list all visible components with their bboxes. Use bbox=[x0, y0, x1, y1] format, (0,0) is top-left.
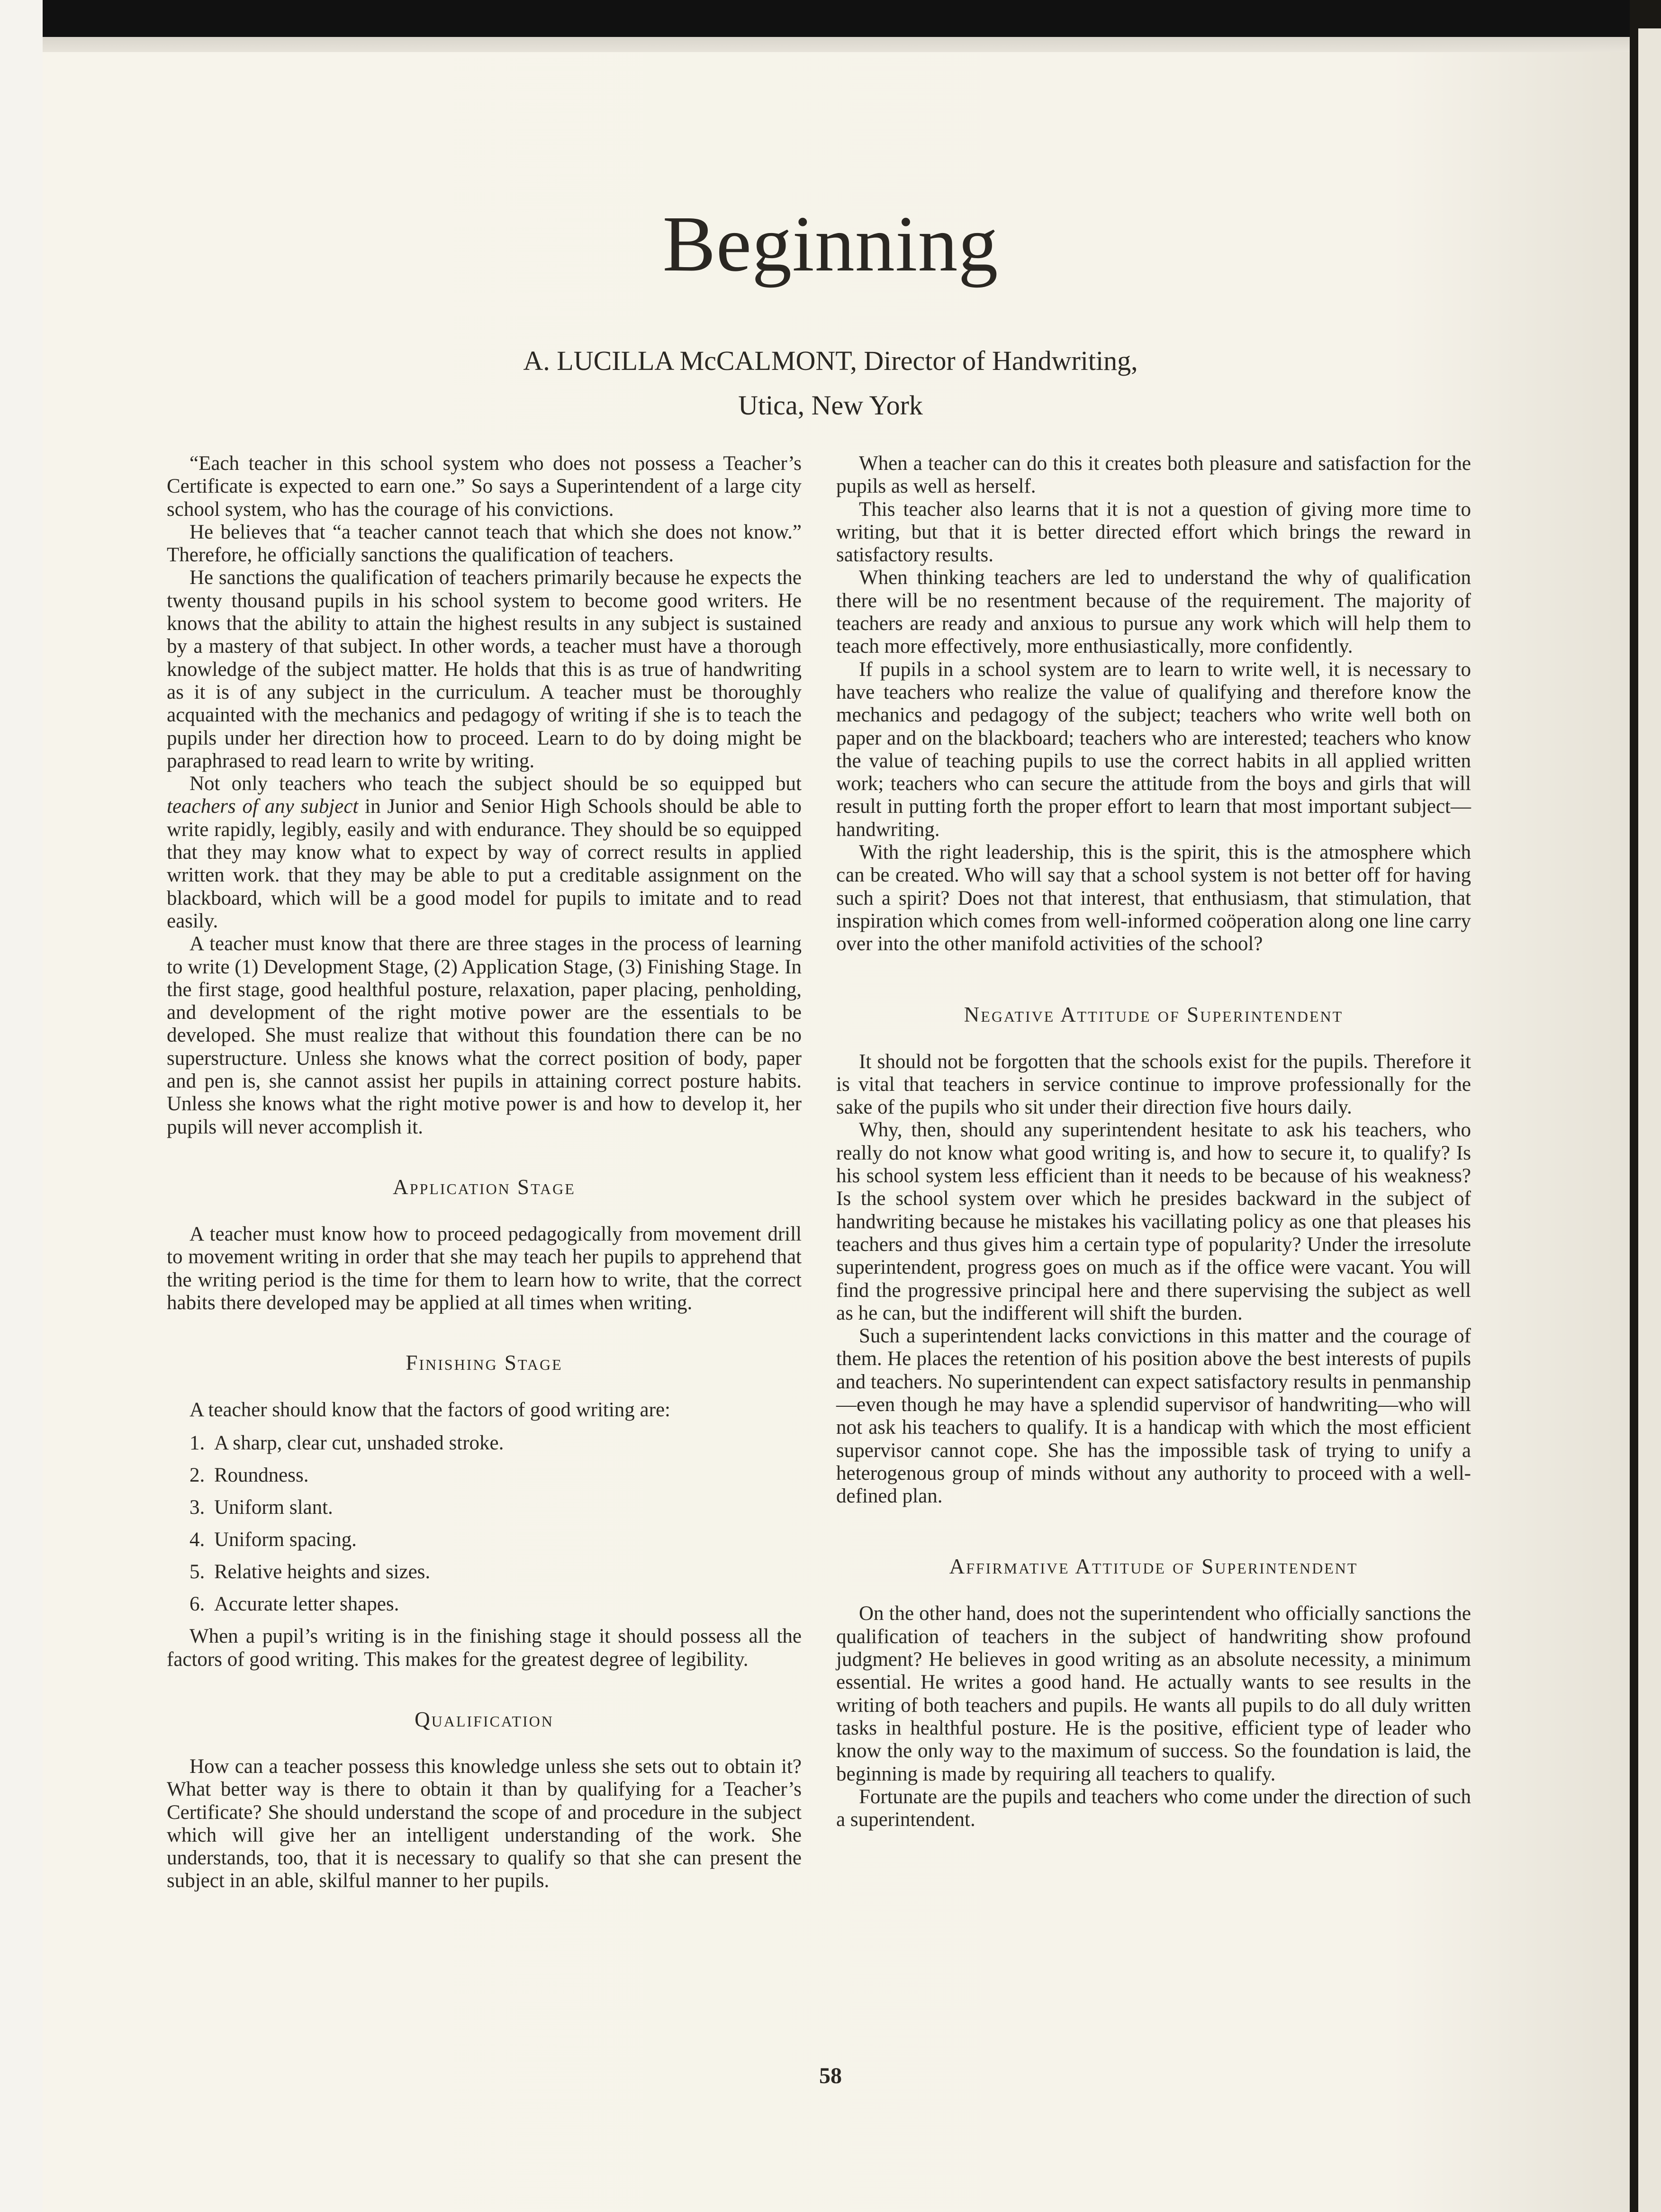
list-text: Roundness. bbox=[214, 1464, 309, 1487]
paragraph: If pupils in a school system are to learn to write well, it is necessary to have teachers who realize the value of qualifying and therefore know the mechanics and pedagogy of the subject; teachers who write well both on paper and on the blackboard; teachers who are interested; teachers who know the value of teaching pupils to use the correct habits in all applied written work; teachers who can secure the attitude from the boys and girls that will result in putting forth the proper effort to learn that most important subject—handwriting. bbox=[836, 658, 1471, 841]
right-column bbox=[836, 452, 1471, 1831]
list-item bbox=[190, 1464, 802, 1487]
list-text: A sharp, clear cut, unshaded stroke. bbox=[214, 1432, 504, 1455]
paragraph: Such a superintendent lacks convictions in this matter and the courage of them. He places the retention of his position above the best interests of pupils and teachers. No superintendent can expect satisfactory results in penmanship—even though he may have a splendid supervisor of handwriting—who will not ask his teachers to qualify. It is a handicap with which the most efficient supervisor cannot cope. She has the impossible task of trying to unify a heterogenous group of minds without any authority to proceed with a well-defined plan. bbox=[836, 1325, 1471, 1508]
paragraph: A teacher must know that there are three stages in the process of learning to write (1) Development Stage, (2) Application Stage, (3) Finishing Stage. In the first stage, good healthful posture, relaxation, paper placing, penholding, and development of the right motive power are the essentials to be developed. She must realize that without this foundation there can be no superstructure. Unless she knows what the correct position of body, paper and pen is, she cannot assist her pupils in attaining correct posture habits. Unless she knows what the right motive power is and how to develop it, her pupils will never accomplish it. bbox=[167, 933, 802, 1138]
paragraph: Why, then, should any superintendent hesitate to ask his teachers, who really do not know what good writing is, and how to secure it, to qualify? Is his school system less efficient than it needs to be because of his weakness? Is the school system over which he presides backward in the subject of handwriting because he mistakes his vacillating policy as one that pleases his teachers and thus gives him a certain type of popularity? Under the irresolute superintendent, progress goes on much as if the office were vacant. You will find the progressive principal here and there supervising the subject as well as he can, but the indifferent will shift the burden. bbox=[836, 1119, 1471, 1324]
paragraph-text: in Junior and Senior High Schools should be able to write rapidly, legibly, easily and with endurance. They should be so equipped that they may know what to expect by way of correct results in applied written work. that they may be able to put a creditable assignment on the blackboard, which will be a good model for pupils to imitate and to read easily. bbox=[167, 795, 802, 932]
paragraph: With the right leadership, this is the spirit, this is the atmosphere which can be created. Who will say that a school system is not better off for having such a spirit? Does not that interest, that enthusiasm, that stimulation, that inspiration which comes from well-informed coöperation along one line carry over into the other manifold activities of the school? bbox=[836, 841, 1471, 955]
paragraph: A teacher must know how to proceed pedagogically from movement drill to movement writing in order that she may teach her pupils to apprehend that the writing period is the time for them to learn how to write, that the correct habits there developed may be applied at all times when writing. bbox=[167, 1223, 802, 1314]
paragraph: “Each teacher in this school system who does not possess a Teacher’s Certificate is expected to earn one.” So says a Superintendent of a large city school system, who has the courage of his convictions. bbox=[167, 452, 802, 521]
list-item bbox=[190, 1529, 802, 1551]
list-text: Uniform slant. bbox=[214, 1496, 333, 1519]
paragraph: How can a teacher possess this knowledge unless she sets out to obtain it? What better way is there to obtain it than by qualifying for a Teacher’s Certificate? She should understand the scope of and procedure in the subject which will give her an intelligent understanding of the work. She understands, too, that it is necessary to qualify so that she can present the subject in an able, skilful manner to her pupils. bbox=[167, 1755, 802, 1892]
section-heading-negative-attitude: Negative Attitude of Superintendent bbox=[964, 1002, 1344, 1026]
emphasis-text: teachers of any subject bbox=[167, 795, 359, 818]
article-title: Beginning bbox=[662, 200, 999, 288]
list-item bbox=[190, 1496, 802, 1519]
list-item bbox=[190, 1432, 802, 1455]
paragraph: This teacher also learns that it is not a question of giving more time to writing, but that it is better directed effort which brings the reward in satisfactory results. bbox=[836, 498, 1471, 566]
paragraph: On the other hand, does not the superintendent who officially sanctions the qualification of teachers in the subject of handwriting show profound judgment? He believes in good writing as an absolute necessity, a minimum essential. He writes a good hand. He actually wants to see results in the writing of both teachers and pupils. He wants all pupils to do all duly written tasks in healthful posture. He is the positive, efficient type of leader who know the only way to the maximum of success. So the foundation is laid, the beginning is made by requiring all teachers to qualify. bbox=[836, 1602, 1471, 1785]
list-number: 5. bbox=[190, 1561, 205, 1583]
section-heading-finishing-stage: Finishing Stage bbox=[406, 1351, 563, 1375]
location-line: Utica, New York bbox=[738, 390, 923, 421]
list-text: Uniform spacing. bbox=[214, 1529, 357, 1551]
factors-list bbox=[167, 1432, 802, 1616]
article-byline bbox=[0, 339, 1661, 428]
list-number: 2. bbox=[190, 1464, 205, 1487]
paragraph: When thinking teachers are led to understand the why of qualification there will be no resentment because of the requirement. The majority of teachers are ready and anxious to pursue any work which will help them to teach more effectively, more enthusiastically, more confidently. bbox=[836, 566, 1471, 658]
paragraph: He believes that “a teacher cannot teach that which she does not know.” Therefore, he officially sanctions the qualification of teachers. bbox=[167, 521, 802, 566]
section-heading-application-stage: Application Stage bbox=[393, 1175, 576, 1199]
paragraph: A teacher should know that the factors of good writing are: bbox=[190, 1399, 670, 1421]
paragraph: He sanctions the qualification of teachers primarily because he expects the twenty thousand pupils in his school system to become good writers. He knows that the ability to attain the highest results in any subject is sustained by a mastery of that subject. In other words, a teacher must have a thorough knowledge of the subject matter. He holds that this is as true of handwriting as it is of any subject in the curriculum. A teacher must be thoroughly acquainted with the mechanics and pedagogy of writing if she is to teach the pupils under her direction how to proceed. Learn to do by doing might be paraphrased to read learn to write by writing. bbox=[167, 566, 802, 772]
author-line: A. LUCILLA McCALMONT, Director of Handwriting, bbox=[523, 345, 1138, 376]
list-text: Accurate letter shapes. bbox=[214, 1593, 399, 1616]
list-text: Relative heights and sizes. bbox=[214, 1561, 431, 1583]
list-number: 6. bbox=[190, 1593, 205, 1616]
paragraph: When a pupil’s writing is in the finishing stage it should possess all the factors of good writing. This makes for the greatest degree of legibility. bbox=[167, 1625, 802, 1671]
list-item bbox=[190, 1593, 802, 1616]
scanner-bed-left bbox=[0, 0, 43, 2212]
list-item bbox=[190, 1561, 802, 1583]
paragraph: Fortunate are the pupils and teachers who come under the direction of such a superintendent. bbox=[836, 1785, 1471, 1831]
section-heading-affirmative-attitude: Affirmative Attitude of Superintendent bbox=[949, 1555, 1358, 1579]
paragraph-text: Not only teachers who teach the subject should be so equipped but bbox=[190, 773, 802, 795]
list-number: 4. bbox=[190, 1529, 205, 1551]
list-number: 3. bbox=[190, 1496, 205, 1519]
section-heading-qualification: Qualification bbox=[415, 1707, 554, 1731]
scanner-bed-top bbox=[43, 0, 1644, 59]
list-number: 1. bbox=[190, 1432, 205, 1455]
paragraph: When a teacher can do this it creates both pleasure and satisfaction for the pupils as well as herself. bbox=[836, 452, 1471, 498]
page-number: 58 bbox=[819, 2063, 842, 2088]
paragraph: It should not be forgotten that the schools exist for the pupils. Therefore it is vital that teachers in service continue to improve professionally for the sake of the pupils who sit under their direction five hours daily. bbox=[836, 1050, 1471, 1119]
left-column bbox=[167, 452, 802, 1893]
paragraph bbox=[167, 773, 802, 933]
